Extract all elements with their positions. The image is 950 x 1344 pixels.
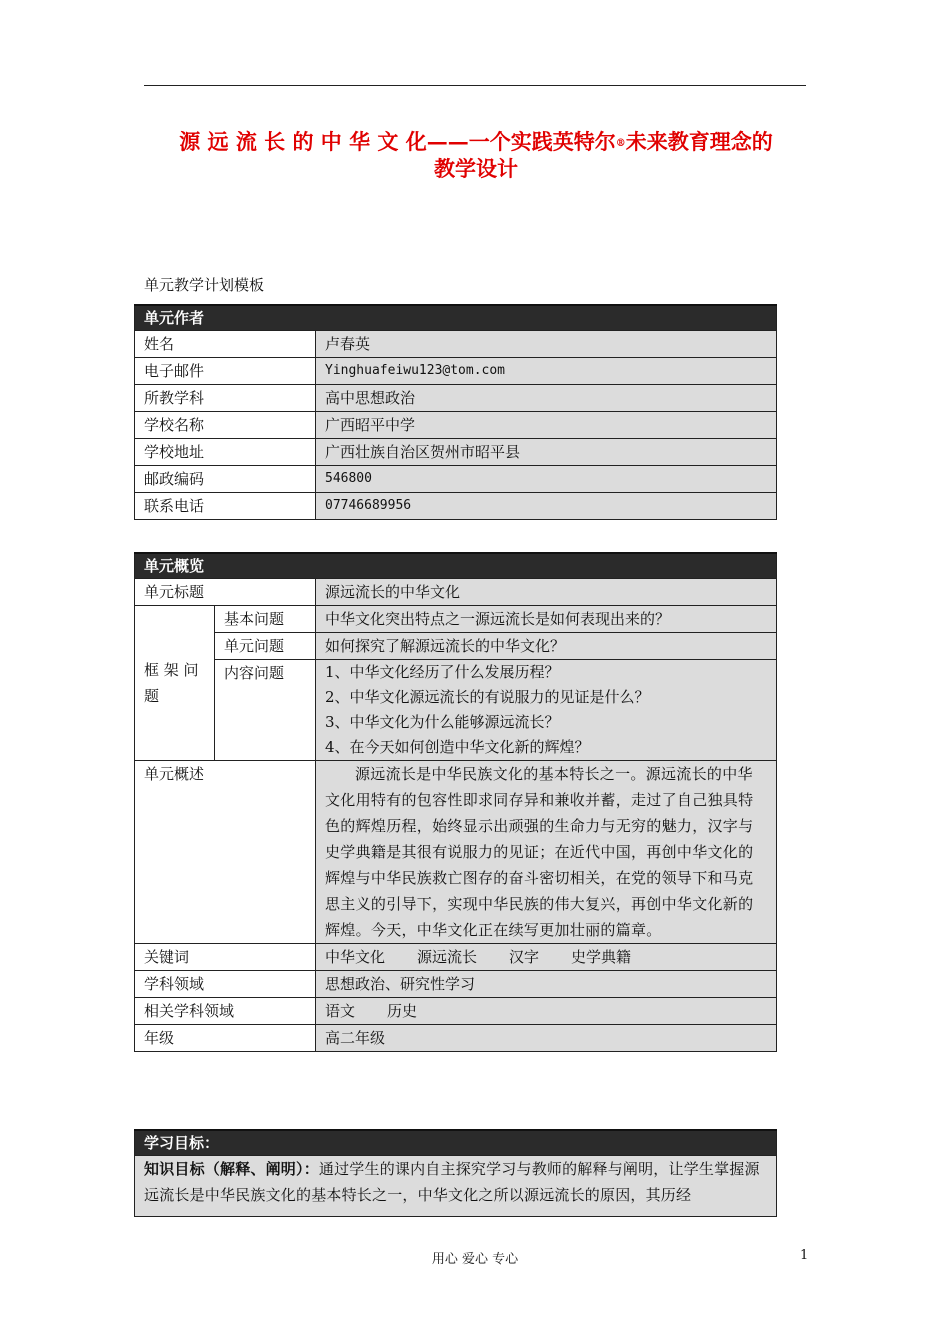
postcode-value: 546800 xyxy=(316,466,777,493)
school-address-label: 学校地址 xyxy=(135,439,316,466)
unit-title-value: 源远流长的中华文化 xyxy=(316,579,777,606)
phone-value: 07746689956 xyxy=(316,493,777,520)
knowledge-goal-text: 通过学生的课内自主探究学习与教师的解释与阐明，让学生掌握源远流长是中华民族文化的基本特长之一，中华文化之所以源远流长的原因，其历经 xyxy=(144,1160,760,1204)
basic-question-label: 基本问题 xyxy=(215,606,316,633)
author-table xyxy=(134,304,777,520)
phone-label: 联系电话 xyxy=(135,493,316,520)
subject-label: 所教学科 xyxy=(135,385,316,412)
field-label: 学科领域 xyxy=(135,971,316,998)
page-number: 1 xyxy=(800,1248,809,1263)
unit-title-label: 单元标题 xyxy=(135,579,316,606)
grade-value: 高二年级 xyxy=(316,1025,777,1052)
content-question-item: 4、在今天如何创造中华文化新的辉煌？ xyxy=(325,738,590,756)
keyword: 源远流长 xyxy=(417,948,478,966)
related-subject: 语文 xyxy=(325,1002,356,1020)
overview-table xyxy=(134,552,777,1052)
keyword: 汉字 xyxy=(509,948,540,966)
document-title xyxy=(140,128,812,182)
name-value: 卢春英 xyxy=(316,331,777,358)
subject-value: 高中思想政治 xyxy=(316,385,777,412)
overview-table-header: 单元概览 xyxy=(135,553,777,579)
header-rule xyxy=(144,85,806,86)
name-label: 姓名 xyxy=(135,331,316,358)
related-field-label: 相关学科领域 xyxy=(135,998,316,1025)
title-line-1: 源 远 流 长 的 中 华 文 化——一个实践英特尔 xyxy=(179,129,616,154)
field-value: 思想政治、研究性学习 xyxy=(316,971,777,998)
email-label: 电子邮件 xyxy=(135,358,316,385)
summary-value: 源远流长是中华民族文化的基本特长之一。源远流长的中华文化用特有的包容性即求同存异和兼收并蓄，走过了自己独具特色的辉煌历程，始终显示出顽强的生命力与无穷的魅力，汉字与史学典籍是其很有说服力的见证；在近代中国，再创中华文化的辉煌与中华民族救亡图存的奋斗密切相关，在党的领导下和马克思主义的引导下，实现中华民族的伟大复兴，再创中华文化新的辉煌。今天，中华文化正在续写更加壮丽的篇章。 xyxy=(316,761,777,944)
page-footer: 用心 爱心 专心 xyxy=(431,1252,519,1267)
related-field-value xyxy=(316,998,777,1025)
unit-question-label: 单元问题 xyxy=(215,633,316,660)
framework-label: 框 架 问 题 xyxy=(135,606,215,761)
school-address-value: 广西壮族自治区贺州市昭平县 xyxy=(316,439,777,466)
summary-label: 单元概述 xyxy=(135,761,316,944)
unit-question-value: 如何探究了解源远流长的中华文化？ xyxy=(316,633,777,660)
content-question-item: 2、中华文化源远流长的有说服力的见证是什么？ xyxy=(325,688,650,706)
keyword: 中华文化 xyxy=(325,948,386,966)
registered-mark: ® xyxy=(615,138,626,149)
knowledge-goal-label: 知识目标（解释、阐明）： xyxy=(144,1160,319,1178)
postcode-label: 邮政编码 xyxy=(135,466,316,493)
content-question-list xyxy=(316,660,777,761)
related-subject: 历史 xyxy=(387,1002,418,1020)
goals-table xyxy=(134,1129,777,1217)
content-question-label: 内容问题 xyxy=(215,660,316,761)
keyword: 史学典籍 xyxy=(571,948,632,966)
template-caption: 单元教学计划模板 xyxy=(144,276,265,294)
email-value: Yinghuafeiwu123@tom.com xyxy=(316,358,777,385)
keywords-label: 关键词 xyxy=(135,944,316,971)
school-name-value: 广西昭平中学 xyxy=(316,412,777,439)
content-question-item: 3、中华文化为什么能够源远流长？ xyxy=(325,713,560,731)
basic-question-value: 中华文化突出特点之一源远流长是如何表现出来的？ xyxy=(316,606,777,633)
title-line-1-end: 未来教育理念的 xyxy=(625,129,773,154)
keywords-value xyxy=(316,944,777,971)
school-name-label: 学校名称 xyxy=(135,412,316,439)
grade-label: 年级 xyxy=(135,1025,316,1052)
goals-table-header: 学习目标： xyxy=(135,1130,777,1156)
author-table-header: 单元作者 xyxy=(135,305,777,331)
content-question-item: 1、中华文化经历了什么发展历程？ xyxy=(325,663,560,681)
title-line-2: 教学设计 xyxy=(434,156,518,181)
knowledge-goal xyxy=(135,1156,777,1217)
